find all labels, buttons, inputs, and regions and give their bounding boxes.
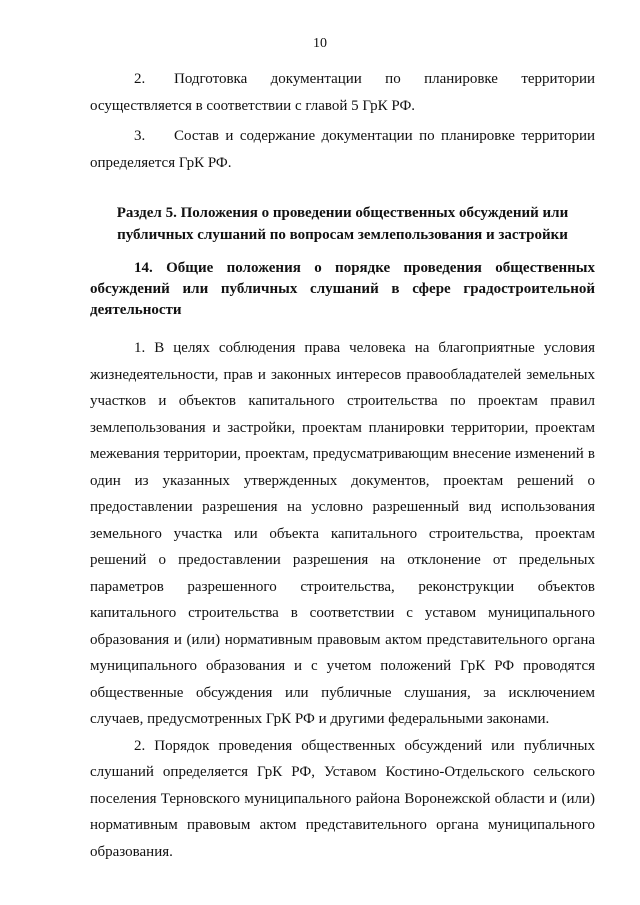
article-paragraph-2: 2. Порядок проведения общественных обсуждений или публичных слушаний определяется ГрК РФ, Уставом Костино-Отдельского сельского поселения Терновского муниципального района Воронежской области и (или) нормативным правовым актом представительного органа муниципального образования. (90, 737, 595, 860)
item-text: Подготовка документации по планировке территории осуществляется в соответствии с главой 5 ГрК РФ. (90, 71, 595, 114)
paragraph-item-2 (90, 66, 595, 119)
paragraph-item-3 (90, 123, 595, 176)
item-text: Состав и содержание документации по планировке территории определяется ГрК РФ. (90, 128, 595, 171)
article-paragraph-1: 1. В целях соблюдения права человека на благоприятные условия жизнедеятельности, прав и законных интересов правообладателей земельных участков и объектов капитального строительства по проектам правил землепользования и застройки, проектам планировки территории, проектам межевания территории, проектам, предусматривающим внесение изменений в один из указанных утвержденных документов, проектам решений о предоставлении разрешения на условно разрешенный вид использования земельного участка или объекта капитального строительства, проектам решений о предоставлении разрешения на отклонение от предельных параметров разрешенного строительства, реконструкции объектов капитального строительства в соответствии с уставом муниципального образования и (или) нормативным правовым актом представительного органа муниципального образования и с учетом положений ГрК РФ проводятся общественные обсуждения или публичные слушания, за исключением случаев, предусмотренных ГрК РФ и другими федеральными законами. (90, 340, 595, 727)
page-number: 10 (313, 36, 327, 51)
page-content (90, 66, 595, 865)
article-title: 14. Общие положения о порядке проведения общественных обсуждений или публичных слушаний в сфере градостроительной деятельности (90, 260, 595, 318)
item-number: 3. (134, 128, 146, 144)
item-number: 2. (134, 71, 146, 87)
section-title: Раздел 5. Положения о проведении общественных обсуждений или публичных слушаний по вопросам землепользования и застройки (116, 205, 569, 243)
